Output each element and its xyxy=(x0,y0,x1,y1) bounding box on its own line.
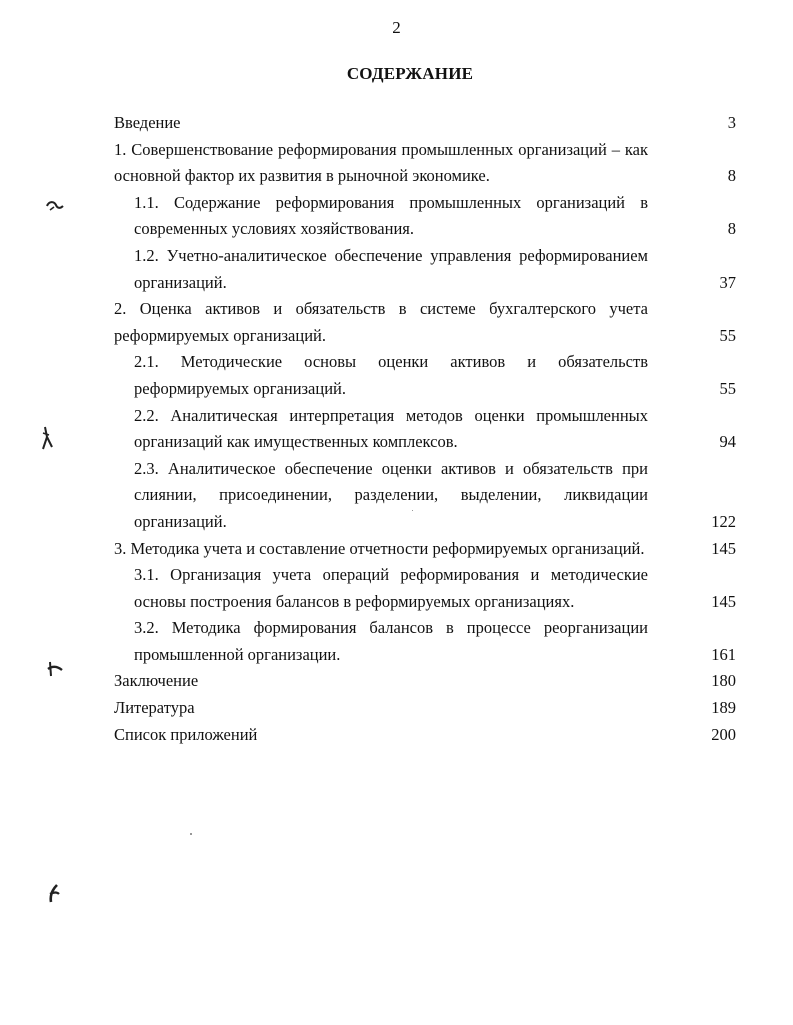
toc-entry-page: 37 xyxy=(719,272,736,292)
toc-entry-text: 2.2. Аналитическая интерпретация методов оценки промышленных организаций как имущественных комплексов. xyxy=(134,405,648,452)
toc-entry xyxy=(114,668,736,695)
toc-subentry xyxy=(114,456,736,536)
toc-entry-page: 8 xyxy=(727,166,736,186)
toc-entry-text: 1.2. Учетно-аналитическое обеспечение управления реформированием организаций. xyxy=(134,245,648,292)
toc-entry-text: 3. Методика учета и составление отчетности реформируемых организаций. xyxy=(114,538,645,558)
margin-mark-icon xyxy=(46,882,62,904)
toc-entry-page: 8 xyxy=(727,219,736,239)
toc-entry-page: 145 xyxy=(711,591,736,611)
toc-entry-text: 3.2. Методика формирования балансов в процессе реорганизации промышленной организации. xyxy=(134,618,648,664)
scan-speck xyxy=(190,833,192,835)
toc-entry xyxy=(114,695,736,722)
toc-entry-page: 161 xyxy=(711,644,736,664)
toc-entry-text: 2. Оценка активов и обязательств в системе бухгалтерского учета реформируемых организаций. xyxy=(114,299,648,345)
toc-entry-text: 3.1. Организация учета операций реформирования и методические основы построения балансов в реформируемых организациях. xyxy=(134,565,648,611)
toc-entry xyxy=(114,296,736,349)
toc-entry-page: 200 xyxy=(711,724,736,744)
page-number: 2 xyxy=(392,18,401,37)
toc-title: СОДЕРЖАНИЕ xyxy=(346,64,474,83)
toc-subentry xyxy=(114,349,736,402)
margin-mark-icon xyxy=(40,425,56,451)
toc-entry-page: 55 xyxy=(719,325,736,345)
toc-entry-text: Заключение xyxy=(114,671,199,691)
toc-entry-text: 1. Совершенствование реформирования промышленных организаций – как основной фактор их развития в рыночной экономике. xyxy=(114,139,648,186)
toc-entry-page: 122 xyxy=(711,511,736,531)
toc-entry xyxy=(114,110,736,137)
table-of-contents xyxy=(114,110,736,748)
scan-speck xyxy=(412,510,413,511)
toc-entry-page: 145 xyxy=(711,538,736,558)
toc-subentry xyxy=(114,403,736,456)
margin-mark-icon xyxy=(46,660,64,678)
toc-entry xyxy=(114,722,736,749)
toc-subentry xyxy=(114,190,736,243)
toc-entry-page: 3 xyxy=(727,113,736,132)
toc-entry-text: Список приложений xyxy=(114,724,258,744)
toc-entry-text: 2.3. Аналитическое обеспечение оценки активов и обязательств при слиянии, присоединении, разделении, выделении, ликвидации организаций. xyxy=(134,458,648,531)
toc-entry xyxy=(114,536,736,563)
toc-entry-text: 1.1. Содержание реформирования промышленных организаций в современных условиях хозяйствования. xyxy=(134,192,648,239)
toc-entry-page: 94 xyxy=(719,432,736,452)
toc-entry-text: 2.1. Методические основы оценки активов и обязательств реформируемых организаций. xyxy=(134,352,648,398)
margin-mark-icon xyxy=(44,198,66,214)
toc-entry-page: 189 xyxy=(711,698,736,718)
toc-subentry xyxy=(114,243,736,296)
toc-subentry xyxy=(114,615,736,668)
toc-entry-page: 55 xyxy=(719,378,736,398)
toc-entry-page: 180 xyxy=(711,671,736,691)
toc-entry-text: Литература xyxy=(114,698,195,718)
toc-subentry xyxy=(114,562,736,615)
toc-entry-text: Введение xyxy=(114,113,181,132)
toc-entry xyxy=(114,137,736,190)
